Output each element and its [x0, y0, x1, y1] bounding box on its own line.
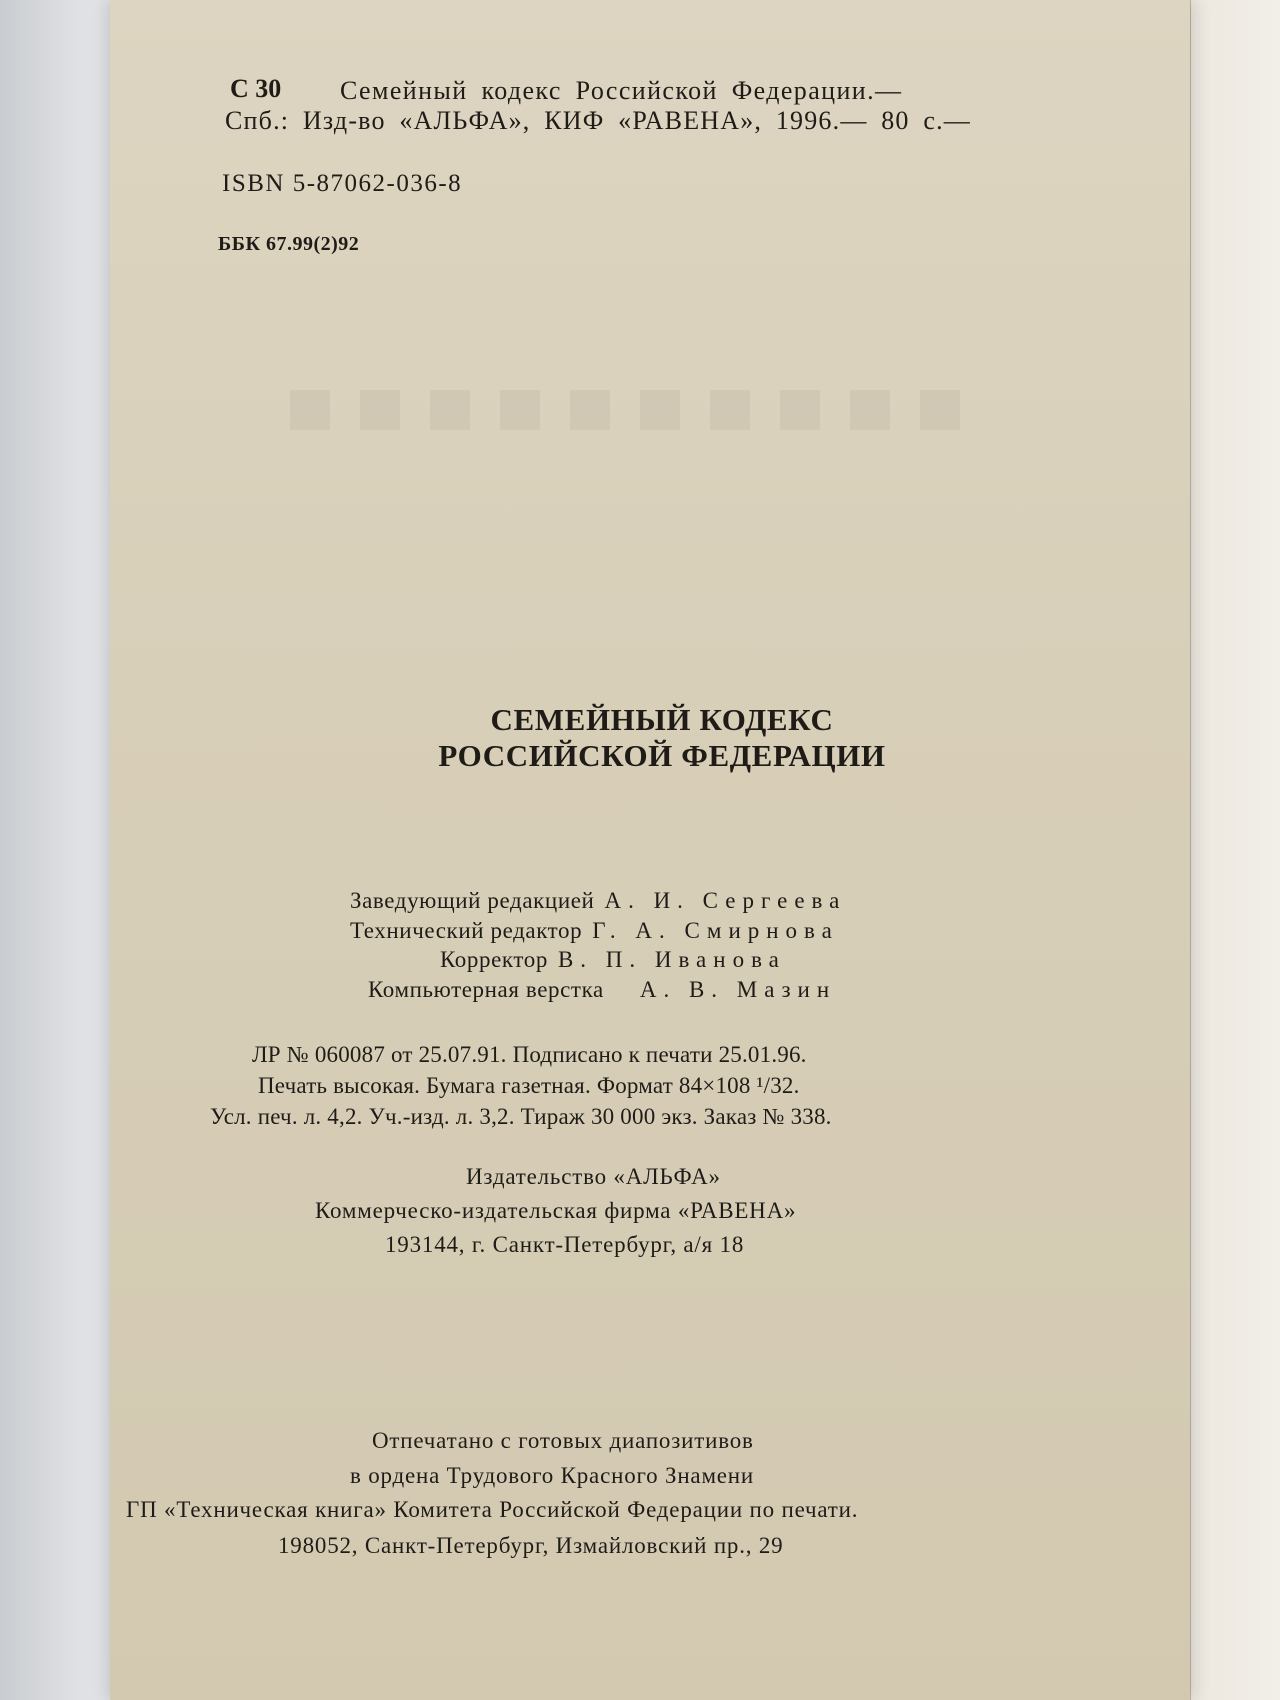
- publisher-name: Издательство «АЛЬФА»: [466, 1164, 721, 1189]
- book-imprint-page: [110, 0, 1190, 1700]
- printer-line-2: в ордена Трудового Красного Знамени: [350, 1463, 755, 1488]
- bibliographic-publisher-line: Спб.: Изд-во «АЛЬФА», КИФ «РАВЕНА», 1996.— 80 с.—: [225, 106, 971, 135]
- bibliographic-code: С 30: [230, 74, 282, 103]
- show-through-text: [290, 390, 990, 430]
- book-title-line-1: СЕМЕЙНЫЙ КОДЕКС: [490, 702, 834, 737]
- credit-line: [368, 977, 836, 1003]
- bibliographic-title-line: Семейный кодекс Российской Федерации.—: [340, 76, 903, 105]
- printer-address: 198052, Санкт-Петербург, Измайловский пр., 29: [278, 1533, 784, 1558]
- credit-role: Заведующий редакцией: [350, 888, 595, 913]
- credit-role: Компьютерная верстка: [368, 977, 604, 1002]
- license-line: ЛР № 060087 от 25.07.91. Подписано к печати 25.01.96.: [252, 1042, 807, 1067]
- credit-name: В. П. Иванова: [557, 947, 786, 972]
- publisher-address: 193144, г. Санкт-Петербург, а/я 18: [385, 1232, 745, 1257]
- book-title-line-2: РОССИЙСКОЙ ФЕДЕРАЦИИ: [438, 738, 886, 773]
- credit-role: Технический редактор: [350, 918, 583, 943]
- credit-name: Г. А. Смирнова: [592, 918, 839, 943]
- print-run-line: Усл. печ. л. 4,2. Уч.-изд. л. 3,2. Тираж 30 000 экз. Заказ № 338.: [210, 1104, 832, 1129]
- credit-line: [350, 918, 839, 944]
- credit-name: А. И. Сергеева: [604, 888, 847, 913]
- bbk-classification: ББК 67.99(2)92: [218, 233, 360, 255]
- publisher-firm: Коммерческо-издательская фирма «РАВЕНА»: [315, 1198, 797, 1223]
- isbn: ISBN 5-87062-036-8: [222, 170, 463, 197]
- credit-line: [440, 947, 786, 973]
- credit-role: Корректор: [440, 947, 548, 972]
- printer-line-1: Отпечатано с готовых диапозитивов: [372, 1428, 754, 1453]
- printer-line-3: ГП «Техническая книга» Комитета Российской Федерации по печати.: [126, 1497, 859, 1522]
- print-format-line: Печать высокая. Бумага газетная. Формат 84×108 ¹/32.: [258, 1073, 800, 1098]
- credit-name: А. В. Мазин: [639, 977, 837, 1002]
- credit-line: [350, 888, 846, 914]
- adjacent-page-edge: [1190, 0, 1280, 1700]
